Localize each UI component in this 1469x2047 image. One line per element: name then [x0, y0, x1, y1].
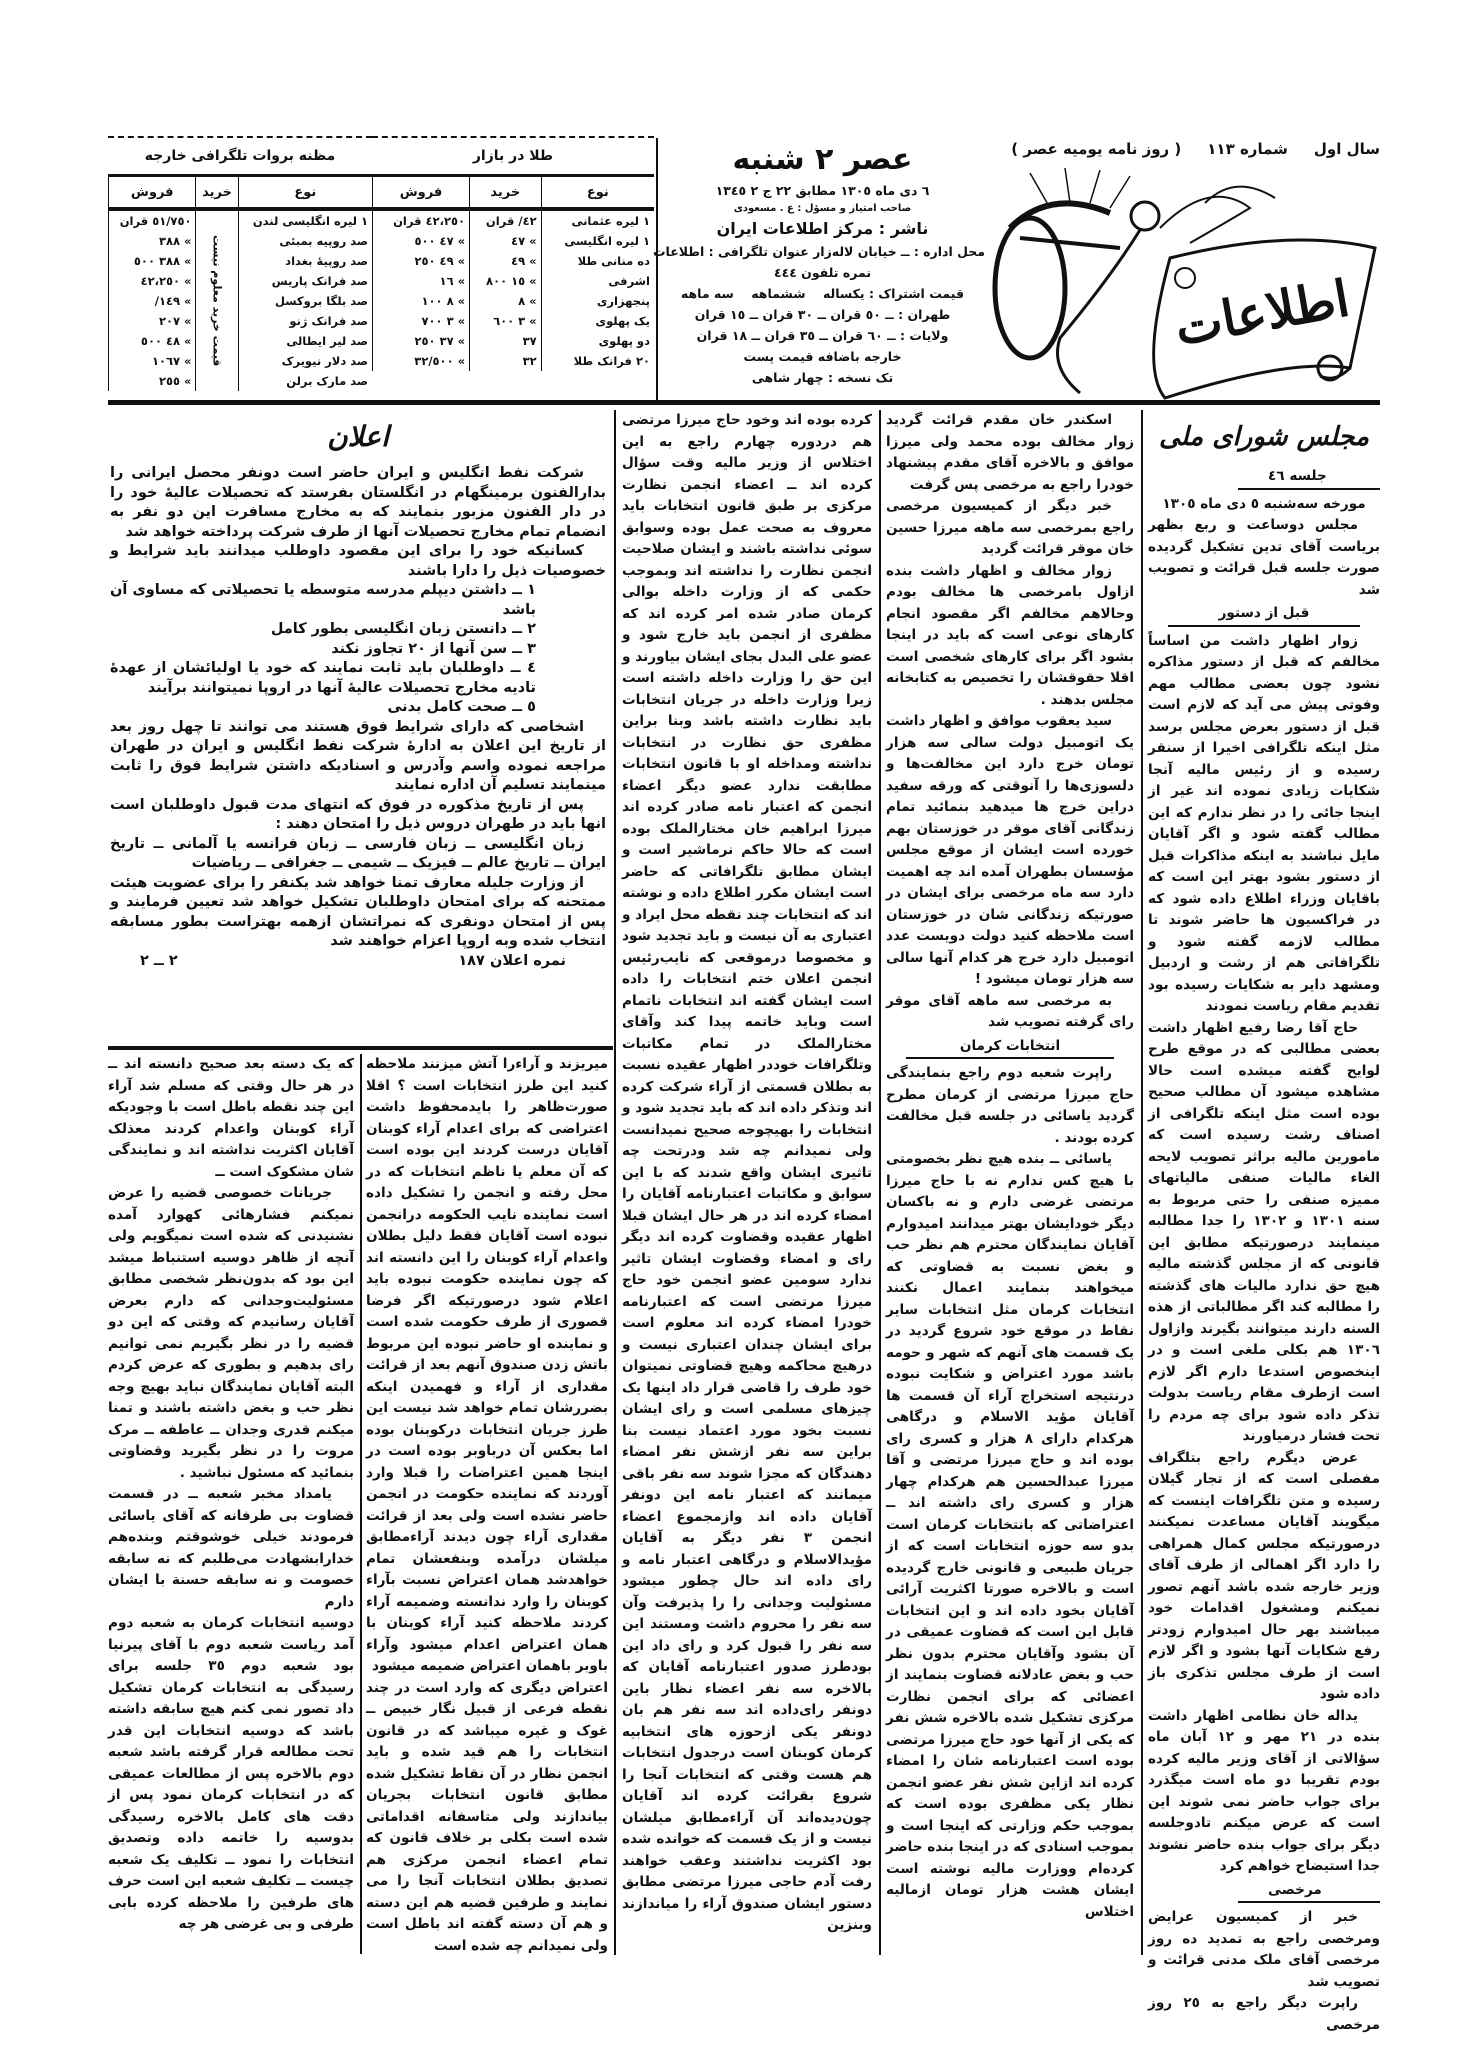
sell-price: » ٢٥٥ [109, 371, 196, 391]
provinces-price: ولایات : ــ ٦٠ قران ــ ٣٥ قران ــ ١٨ قران [696, 328, 949, 343]
currency-name: صد لیر ایطالی [238, 331, 372, 351]
column-divider [360, 1054, 362, 1954]
item-name: یک پهلوی [541, 311, 654, 331]
column-3 [622, 410, 872, 1960]
list-item: ٣ ــ سن آنها از ٢٠ تجاوز نکند [331, 640, 536, 657]
paragraph: میریزند و آراءرا آتش میزنند ملاحظه کنید این طرز انتخابات است ؟ اقلا صورت‌ظاهر را بایدمحفوظ داشت اعتراضی که برای اعدام آراء کوبنان آقایان درست کردند این بوده است که آن معلم یا ناظم انتخابات که در محل رفته و انجمن را تشکیل داده است نماینده نایب الحکومه درانجمن نبوده است آقایان فقط دلیل بطلان واعدام آراء کوبنان را این دانسته اند که چون نماینده حکومت نبوده باید اعلام شود درصورتیکه اگر فرضا قصوری از طرف حکومت شده است و نماینده او حاضر نبوده این مربوط باتش زدن صندوق آنهم بعد از قرائت مقداری از آراء و فهمیدن اینکه بضررشان تمام خواهد شد نیست این طرز جریان انتخابات درکوبنان بوده اما بعکس آن درباوبر بوده است در اینجا همین اعتراضات را قبلا وارد آوردند که نماینده حکومت در انجمن حاضر نشده است ولی بعد از قرائت مقداری آراء چون دیدند آراءمطابق میلشان درآمده وبنفعشان تمام خواهدشد همان اعتراض نسبت بآراء کوبنان را وارد ندانسته وضمیمه آراء کردند ملاحظه کنید آراء کوبنان با همان اعتراض اعدام میشود وآراء باوبر باهمان اعتراض ضمیمه میشود [366, 1056, 608, 1674]
section-heading: مجلس شورای ملی [1158, 422, 1370, 452]
currency-name: صد فرانک پاریس [238, 271, 372, 291]
column-header: فروش [109, 177, 196, 209]
table-row [109, 271, 373, 291]
paragraph: زبان انگلیسی ــ زبان فارسی ــ زبان فرانسه یا آلمانی ــ تاریخ ایران ــ تاریخ عالم ــ فیزیک ــ شیمی ــ جغرافی ــ ریاضیات [110, 835, 606, 871]
paragraph: عرض دیگرم راجع بتلگراف مفصلی است که از تجار گیلان رسیده و متن تلگرافات اینست که میگویند آقایان مساعدت نمیکنند درصورتیکه مجلس کمال همراهی را دارد اگر اهمالی از طرف آقای وزیر خارجه شده باشد آنهم تصور نمیکنم ومشغول اقدامات خود میباشند بهر حال امیدوارم زودتر رفع شکایات آنها بشود و اگر لازم است از طرف مجلس تذکری باز داده شود [1148, 1449, 1380, 1702]
logo-text: اطلاعات [1170, 268, 1354, 357]
paragraph: زوار اظهار داشت من اساساً مخالفم که قبل از دستور مذاکره نشود چون بعضی مطالب مهم وفوتی پیش می آید که لازم است قبل از دستور بعرض مجلس برسد مثل اینکه تلگرافی اخیرا از سنقر رسیده و از رئیس مالیه آنجا شکایات زیادی نموده اند غیر از اینجا جائی را در نظر ندارم که این مطالب گفته شود و اگر آقایان مایل نباشند به اینکه مذاکرات قبل از دستور بشود بهتر این است که باقایان وزراء اطلاع داده شود که در فراکسیون ها حاضر شوند تا مطالب لازمه گفته شود و تلگرافاتی هم از رشت و اردبیل ومشهد دایر به شکایات رسیده بود تقدیم مقام ریاست نمودند [1148, 632, 1380, 1014]
item-name: ٢٠ فرانک طلا [541, 351, 654, 371]
list-item: ١ ــ داشتن دیپلم مدرسه متوسطه یا تحصیلاتی که مساوی آن باشد [110, 582, 536, 618]
issue-date: ٦ دی ماه ١٣٠٥ مطابق ٢٢ ج ٢ ١٣٤٥ [715, 183, 930, 198]
paragraph: پس از تاریخ مذکوره در فوق که انتهای مدت قبول داوطلبان است انها باید در طهران دروس ذیل را امتحان دهند : [110, 796, 606, 832]
paragraph: دوسیه انتخابات کرمان به شعبه دوم آمد ریاست شعبه دوم با آقای پیرنیا بود شعبه دوم ٣٥ جلسه برای رسیدگی به انتخابات کرمان تشکیل داد تصور نمی کنم هیچ سابقه داشته باشد که دوسیه انتخابات این قدر تحت مطالعه قرار گرفته باشد شعبه دوم بالاخره پس از مطالعات عمیقی که در انتخابات کرمان نمود پس از دقت های کامل بالاخره رسیدگی بدوسیه را خاتمه داده وتصدیق انتخابات را نمود ــ تکلیف یک شعبه چیست ــ تکلیف شعبه این است حرف های طرفین را ملاحظه کرده بابی طرفی و بی غرضی هر چه [108, 1615, 354, 1932]
exchange-table-title: مظنه بروات تلگرافی خارجه [108, 136, 372, 177]
paragraph: خبر دیگر از کمیسیون مرخصی راجع بمرخصی سه ماهه میرزا حسین خان موقر قرائت گردید [886, 498, 1134, 557]
edition-day: عصر ٢ شنبه [732, 142, 913, 177]
currency-name: صد روپیهٔ بغداد [238, 251, 372, 271]
masthead-line [1000, 140, 1380, 164]
currency-name: ١ لیره انگلیسی لندن [238, 209, 372, 231]
year-label: سال اول [1313, 140, 1380, 158]
column-2 [366, 1054, 608, 1959]
buy-price: » ٤٩ [470, 251, 542, 271]
buy-price: ٤٢/ قران [470, 209, 542, 231]
header-divider [656, 138, 658, 403]
buy-price: ٣٧ [470, 331, 542, 351]
address-line: محل اداره : ــ خیابان لاله‌زار عنوان تلگرافی : اطلاعات [652, 244, 985, 259]
table-row [373, 209, 655, 231]
issue-number: شماره ١١٣ [1207, 140, 1288, 158]
paragraph: سید یعقوب موافق و اظهار داشت یک اتومبیل دولت سالی سه هزار تومان خرج دارد این مخالفت‌ها و دلسوزی‌ها را آنوقتی که ورقه سفید دراین خرج ها میدهید بنمائید تمام زندگانی آقای موقر در خوزستان بهم خورده است ایشان از موقع مجلس مؤسسان بطهران آمده اند چه اهمیت دارد سه ماه مرخصی برای ایشان در صورتیکه زندگانی شان در خوزستان است ملاحظه کنید دولت دویست عدد اتومبیل دارد خرج هر کدام آنها سالی سه هزار تومان میشود ! [886, 713, 1134, 987]
item-name: ١ لیره عثمانی [541, 209, 654, 231]
column-header: خرید [470, 177, 542, 209]
paragraph: کسانیکه خود را برای این مقصود داوطلب میدانند باید شرایط و خصوصیات ذیل را دارا باشند [110, 543, 606, 579]
sell-price: » ١٤٩/ [109, 291, 196, 311]
buy-price: » ٨ [470, 291, 542, 311]
subheading: جلسه ٤٦ [1238, 466, 1380, 490]
column-header: فروش [373, 177, 470, 209]
sell-price: » ٤٩ ٢٥٠ [373, 251, 470, 271]
ad-number: نمره اعلان ١٨٧ [458, 952, 566, 969]
ad-title: اعلان [327, 420, 389, 453]
column-header: نوع [238, 177, 372, 209]
buy-price: » ١٥ ٨٠٠ [470, 271, 542, 291]
table-row [109, 371, 373, 391]
sell-price: » ١٦ [373, 271, 470, 291]
paragraph: مجلس دوساعت و ربع بظهر بریاست آقای تدین تشکیل گردیده صورت جلسه قبل قرائت و تصویب شد [1148, 517, 1380, 598]
item-name: دو پهلوی [541, 331, 654, 351]
buy-price-note: قیمت خرید معلوم نیست [196, 209, 238, 391]
currency-name: صد بلگا بروکسل [238, 291, 372, 311]
list-item: ٥ ــ صحت کامل بدنی [387, 699, 536, 715]
table-row [109, 331, 373, 351]
list-item: ٤ ــ داوطلبان باید ثابت نمایند که خود یا اولیائشان از عهدهٔ تادیه مخارج تحصیلات عالیهٔ آنها در اروپا نمیتوانند برآیند [110, 660, 536, 696]
paragraph: اعتراض دیگری که وارد است در چند نقطه فرعی از قبیل نگار خبیص ــ غوک و غیره میباشد که در قانون انتخابات را هم قید شده و باید انجمن نظار در آن نقاط تشکیل شده مطابق قانون انتخابات بجریان بیاندازند ولی متاسفانه اقداماتی شده است بکلی بر خلاف قانون که تمام اعضاء انجمن مرکزی هم تصدیق بطلان انتخابات آنجا را می نمایند و طرفین قضیه هم این دسته و هم آن دسته گفته اند باطل است ولی نمیدانم چه شده است [366, 1679, 608, 1954]
sell-price: » ٣٨٨ [109, 231, 196, 251]
paragraph: یامداد مخبر شعبه ــ در قسمت قضاوت بی طرفانه که آقای یاسائی فرمودند خیلی خوشوقتم وبنده‌هم خدارابشهادت می‌طلبم که نه سابقه خصومت و نه سابقه حسنة با ایشان دارم [108, 1486, 354, 1610]
table-row [373, 331, 655, 351]
item-name: اشرفی [541, 271, 654, 291]
table-row [109, 351, 373, 371]
sell-price: » ٨ ١٠٠ [373, 291, 470, 311]
subscription-line: قیمت اشتراک : یکساله ششماهه سه ماهه [680, 286, 965, 301]
column-divider [879, 410, 881, 1955]
table-row [109, 251, 373, 271]
sell-price: » ١٠٦٧ [109, 351, 196, 371]
paragraph: به مرخصی سه ماهه آقای موقر رای گرفته تصویب شد [886, 992, 1134, 1030]
buy-price: ٣٢ [470, 351, 542, 371]
item-name: پنجهزاری [541, 291, 654, 311]
tehran-price: طهران : ــ ٥٠ قران ــ ٣٠ قران ــ ١٥ قران [694, 307, 951, 322]
subheading: انتخابات کرمان [906, 1036, 1114, 1060]
single-copy-price: تک نسخه : چهار شاهی [751, 370, 894, 385]
exchange-rate-table [108, 136, 372, 391]
table-row [109, 291, 373, 311]
sell-price: » ٣٨٨ ٥٠٠ [109, 251, 196, 271]
paragraph: شرکت نفط انگلیس و ایران حاضر است دونفر محصل ایرانی را بدارالفنون برمینگهام در انگلستان بفرستد که تحصیلات عالیهٔ خود را در دار الفنون مزبور بنمایند که به مخارج مسافرت این دو نفر به انضمام تمام مخارج تحصیلات آنها از طرف شرکت پرداخته خواهد شد [110, 465, 606, 540]
ad-run: ٢ ــ ٢ [140, 952, 178, 969]
paragraph: یداله خان نظامی اظهار داشت بنده در ٢١ مهر و ١٢ آبان ماه سؤالاتی از آقای وزیر مالیه کرده بودم تقریبا دو ماه است میگذرد برای جواب حاضر نمی شوند این است که عرض میکنم تادوجلسه دیگر برای جواب بنده حاضر نشوند جدا استیضاح خواهم کرد [1148, 1707, 1380, 1874]
dateline: مورخه سه‌شنبه ٥ دی ماه ١٣٠٥ [1162, 495, 1366, 512]
column-divider [1141, 410, 1143, 1955]
table-row [373, 271, 655, 291]
item-name: ١ لیره انگلیسی [541, 231, 654, 251]
column-header: نوع [541, 177, 654, 209]
currency-name: صد دلار نیویرک [238, 351, 372, 371]
paragraph: که یک دسته بعد صحیح دانسته اند ــ در هر حال وقتی که مسلم شد آراء این چند نقطه باطل است با وجودیکه آراء کوبنان واعدام کردند معذلک آقایان اکثریت نداشته اند و نمایندگی شان مشکوک است ــ [108, 1056, 354, 1180]
sell-price: » ٢٠٧ [109, 311, 196, 331]
advertisement [110, 410, 606, 1042]
table-row [373, 351, 655, 371]
subheading: قبل از دستور [1168, 603, 1360, 627]
sell-price: ٤٢،٢٥٠ قران [373, 209, 470, 231]
paper-type: ( روز نامه یومیه عصر ) [1011, 140, 1182, 158]
table-row [109, 231, 373, 251]
column-1 [108, 1054, 354, 1959]
gold-table-title: طلا در بازار [372, 136, 654, 177]
sell-price: » ٤٧ ٥٠٠ [373, 231, 470, 251]
list-item: ٢ ــ دانستن زبان انگلیسی بطور کامل [270, 621, 536, 637]
sell-price: » ٤٨ ٥٠٠ [109, 331, 196, 351]
header-rule [108, 400, 1380, 405]
table-row [373, 251, 655, 271]
ad-bottom-rule [108, 1046, 613, 1050]
paragraph: یاسائی ــ بنده هیچ نظر بخصومتی با هیچ کس ندارم نه با حاج میرزا مرتضی غرضی دارم و نه باکسان دیگر خودایشان بهتر میدانند امیدوارم آقایان نمایندگان محترم هم نظر حب و بغض نسبت به قضاوتی که میخواهند بنمایند اعمال نکنند انتخابات کرمان مثل انتخابات سایر نقاط در موقع خود شروع گردید در یک قسمت های آنهم که شهر و حومه باشد مورد اعتراض و شکایت نبوده درنتیجه استخراج آراء آن قسمت ها آقایان مؤید الاسلام و درگاهی هرکدام دارای ٨ هزار و کسری رای بوده اند و حاج میرزا مرتضی و آقا میرزا عبدالحسین هم هرکدام چهار هزار و کسری رای داشته اند ــ اعتراضاتی که بانتخابات کرمان است بدو سه حوزه انتخابات است که از جریان طبیعی و قانونی خارج گردیده است و بالاخره صورتا اکثریت آرائی آقایان بخود داده اند و این انتخابات قابل این است که قضاوت عمیقی در آن بشود وآقایان محترم بدون نظر حب و بغض عادلانه قضاوت بنمایند از اعضائی که برای انجمن نظارت مرکزی تشکیل شده بالاخره شش نفر که یکی از آنها خود حاج میرزا مرتضی بوده است اعتبارنامه شان را امضاء کرده اند ازاین شش نفر عضو انجمن نظار یکی مظفری بوده است که بموجب حکم وزارتی که اینجا است و بموجب اسنادی که در اینجا بنده حاضر کرده‌ام ووزارت مالیه نوشته است ایشان هشت هزار تومان ازمالیه اختلاس [886, 1151, 1134, 1920]
publication-info [652, 140, 985, 402]
gold-price-table [372, 136, 654, 371]
paragraph: زوار مخالف و اظهار داشت بنده ازاول بامرخصی ها مخالف بودم وحالاهم مخالفم اگر مقصود انجام کارهای نوعی است که باید در اینجا بشود اگر برای کارهای شخصی است اقلا حقوقشان را تخصیص به کتابخانه مجلس بدهند . [886, 562, 1134, 708]
buy-price: » ٤٧ [470, 231, 542, 251]
sell-price: » ٣ ٧٠٠ [373, 311, 470, 331]
paragraph: از وزارت جلیله معارف تمنا خواهد شد یکنفر را برای عضویت هیئت ممتحنه که برای امتحان داوطلبان تشکیل خواهد شد تعیین فرمایند و پس از امتحان دونفری که نمراتشان ازهمه بهتراست بطور مسابقه انتخاب شده وبه اروپا اعزام خواهند شد [110, 874, 606, 949]
paragraph: جریانات خصوصی قضیه را عرض نمیکنم فشارهائی کهوارد آمده نشنیدنی که شده است نمیگویم ولی آنچه از ظاهر دوسیه استنباط میشد این بود که بدون‌نظر شخصی مطابق مسئولیت‌وجدانی که دارم بعرض آقایان رسانیدم که وقتی که این دو قضیه را در نظر بگیریم نمی توانیم رای بدهیم و بطوری که عرض کردم البته آقایان نمایندگان نباید بهیچ وجه نظر حب و بغض داشته باشند و تمنا میکنم قدری وجدان ــ عاطفه ــ مرک مروت را در نظر بگیرید وقضاوتی بنمائید که مسئول نباشید . [108, 1185, 354, 1481]
column-majlis [1148, 410, 1380, 2033]
sell-price: ٥١/٧٥٠ قران [109, 209, 196, 231]
sell-price: » ٣٧ ٢٥٠ [373, 331, 470, 351]
publisher-line: ناشر : مرکز اطلاعات ایران [716, 219, 929, 238]
owner-line: صاحب امتیاز و مسؤل : ع . مسعودی [733, 203, 912, 214]
subheading: مرخصی [1238, 1880, 1380, 1904]
table-row [373, 291, 655, 311]
item-name: ده منانی طلا [541, 251, 654, 271]
buy-price: » ٣ ٦٠٠ [470, 311, 542, 331]
abroad-price: خارجه باضافه قیمت پست [743, 349, 902, 364]
currency-name: صد فرانک ژنو [238, 311, 372, 331]
paragraph: حاج آقا رضا رفیع اظهار داشت بعضی مطالبی که در موقع طرح لوایح گفته میشده است حالا مشاهده میشود آن مطالب صحیح بوده است مثل اینکه تلگرافی از اصناف رشت رسیده است که مامورین مالیه براثر تصویب لایحه الغاء مالیات صنفی مالیاتهای ممیزه صنفی را حتی مربوط به سنه ١٣٠١ و ١٣٠٢ را جدا مطالبه مینمایند درصورتیکه مطابق این قانونی که از مجلس گذشته مالیه هیچ حق ندارد مالیات های گذشته را مطالبه کند اگر مطالباتی از هذه السنه دارند میتوانند بگیرند وازاول ١٣٠٦ هم بکلی ملغی است و در اینخصوص استدعا دارم اگر لازم است ازطرف مقام ریاست بدولت تذکر داده شود برای چه مردم را تحت فشار درمیاورند [1148, 1019, 1380, 1444]
phone-line: نمره تلفون ٤٤٤ [773, 265, 872, 280]
table-row [373, 231, 655, 251]
paragraph: کرده بوده اند وخود حاج میرزا مرتضی هم دردوره چهارم راجع به این اختلاس از وزیر مالیه وقت سؤال کرده اند ــ اعضاء انجمن نظارت مرکزی بر طبق قانون انتخابات باید معروف به صحت عمل بوده وسوابق سوئی نداشته باشند و ایشان صلاحیت انجمن نظارت را نداشته اند وبموجب حکمی که از وزارت داخله بوالی کرمان صادر شده امر کرده اند که مظفری از انجمن باید خارج شود و عضو علی البدل بجای ایشان بیاورند و این حق را وزارت داخله داشته است زیرا وزارت داخله در جریان انتخابات باید نظارت داشته باشد وبنا براین مظفری حق نظارت در انتخابات نداشته ومداخله او با قانون انتخابات مطابقت ندارد عضو دیگر اعضاء انجمن که اعتبار نامه صادر کرده اند میرزا ابراهیم خان مختارالملک بوده است که حالا حاکم نرماشیر است و ایشان مطابق تلگرافاتی که حاضر است ایشان مکرر اطلاع داده و نوشته اند که انتخابات چند نقطه محل ایراد و اعتباری به آن نیست و باید تجدید شود و مخصوصا درموقعی که نایب‌رئیس انجمن اعلان ختم انتخابات را داده است ایشان گفته اند انتخابات ناتمام است وباید خاتمه پیدا کند وآقای مختارالملک در تمام مکاتبات وتلگرافات خوددر اظهار عقیده نسبت به بطلان قسمتی از آراء شرکت کرده اند وتذکر داده اند که باید تجدید شود و انتخابات را بهیچوجه صحیح نمیدانست ولی نمیدانم چه شد ودرتحت چه تاثیری ایشان واقع شدند که با این سوابق و مکاتبات اعتبارنامه آقایان را امضاء کرده اند در هر حال ایشان قبلا اظهار عقیده وقضاوت کرده اند دیگر رای و امضاء وقضاوت ایشان تاثیر ندارد سومین عضو انجمن خود حاج میرزا مرتضی است که اعتبارنامه خودرا امضاء کرده اند معلوم است برای ایشان چندان اعتباری نیست و درهیچ محاکمه وهیچ قضاوتی نمیتوان خود طرف را قاضی قرار داد اینها یک چیزهای مسلمی است و رای ایشان نسبت بخود مورد اعتماد نیست بنا براین سه نفر ازشش نفر امضاء دهندگان که مجزا شوند سه نفر باقی میمانند که اعتبار نامه این دونفر آقایان داده اند وازمجموع اعضاء انجمن ٣ نفر دیگر به آقایان مؤیدالاسلام و درگاهی اعتبار نامه و رای داده اند حال چطور میشود مسئولیت وجدانی را را پذیرفت وآن سه نفر را محروم داشت ومستند این سه نفر را قبول کرد و رای داد این بودطرز صدور اعتبارنامه آقایان که بالاخره سه نفر اعضاء نظار باین دونفر رای‌داده اند سه نفر هم بان دونفر یکی ازحوزه های انتخابیه کرمان کوبنان است درجدول انتخابات هم هست وقتی که انتخابات آنجا را شروع بقرائت کرده اند آقایان چون‌دیده‌اند آن آراءمطابق میلشان نیست و از یک قسمت که خوانده شده بود اکثریت نداشتند وعقب خواهند رفت آدم حاجی میرزا مرتضی مطابق دستور ایشان صندوق آراء را میاندازند وبنزین [622, 412, 873, 1933]
paragraph: اشخاصی که دارای شرایط فوق هستند می توانند تا چهل روز بعد از تاریخ این اعلان به ادارهٔ شرکت نفط انگلیس و ایران در طهران مراجعه نموده واسم وآدرس و اسنادیکه داشتن شرایط فوق را ثابت مینمایند تسلیم آن اداره نمایند [110, 718, 606, 793]
paragraph: راپرت دیگر راجع به ٢٥ روز مرخصی [1148, 1995, 1380, 2033]
sell-price: » ٤٢،٢٥٠ [109, 271, 196, 291]
table-row [373, 311, 655, 331]
column-divider [614, 410, 616, 1955]
table-row [109, 311, 373, 331]
currency-name: صد مارک برلن [238, 371, 372, 391]
column-header: خرید [196, 177, 238, 209]
paragraph: خبر از کمیسیون عرایض ومرخصی راجع به تمدید ده روز مرخصی آقای ملک مدنی قرائت و تصویب شد [1148, 1909, 1380, 1990]
paragraph: اسکندر خان مقدم قرائت گردید زوار مخالف بوده محمد ولی میرزا موافق و بالاخره آقای مقدم پیشنهاد خودرا راجع به مرخصی پس گرفت [886, 412, 1134, 493]
newspaper-logo [990, 168, 1385, 400]
paragraph: راپرت شعبه دوم راجع بنمایندگی حاج میرزا مرتضی از کرمان مطرح گردید یاسائی در جلسه قبل مخالفت کرده بودند . [886, 1065, 1134, 1146]
sell-price: » ٣٢/٥٠٠ [373, 351, 470, 371]
ad-footer [110, 952, 606, 972]
column-4 [886, 410, 1134, 1960]
currency-name: صد روپیه بمبئی [238, 231, 372, 251]
table-row [109, 209, 373, 231]
